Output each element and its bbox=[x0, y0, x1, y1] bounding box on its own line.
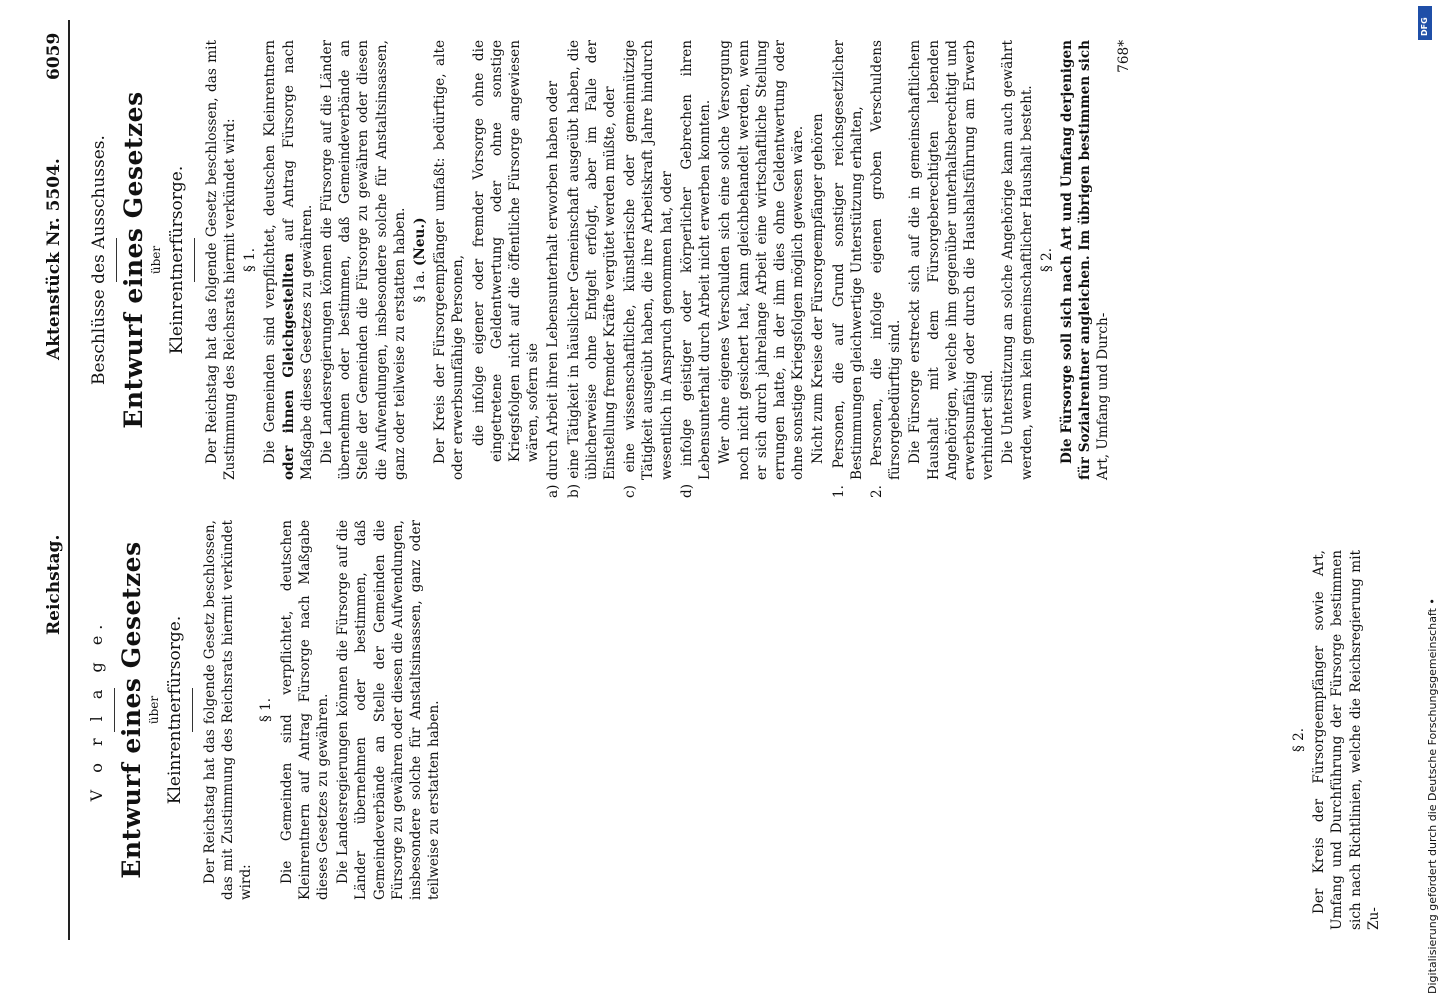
left-par2-text: Der Kreis der Fürsorgeempfänger sowie Art, Umfang und Durchführung der Fürsorge bestimmen sich nach Richtlinien, welche die Reichsregierung mit Zu- bbox=[1311, 550, 1382, 930]
left-column bbox=[88, 520, 445, 900]
list-item: a) durch Arbeit ihren Lebensunterhalt erworben haben oder bbox=[545, 80, 562, 498]
par1a-label: § 1a. bbox=[412, 270, 429, 303]
right-par1-p1-b: auf Antrag Fürsorge nach Maßgabe dieses Gesetzes zu gewähren. bbox=[280, 40, 315, 480]
ausschuss-heading: Beschlüsse des Ausschusses. bbox=[89, 135, 109, 385]
left-par1-label: § 1. bbox=[258, 697, 275, 723]
header-rule bbox=[68, 20, 70, 940]
para-unterstuetzung: Die Unterstützung an solche Angehörige kann auch gewährt werden, wenn kein gemeinschaftlicher Haushalt besteht. bbox=[1000, 40, 1035, 480]
header-reichstag: Reichstag. bbox=[44, 534, 64, 635]
header-aktenstueck: Aktenstück Nr. 5504. bbox=[44, 158, 64, 360]
left-subject: Kleinrentnerfürsorge. bbox=[164, 615, 185, 805]
divider bbox=[114, 688, 115, 732]
page-number: 6059 bbox=[44, 32, 64, 80]
numbered-item: 2. Personen, die infolge eigenen groben Verschuldens fürsorgebedürftig sind. bbox=[868, 40, 904, 498]
left-par1-p1: Die Gemeinden sind verpflichtet, deutschen Kleinrentnern auf Antrag Fürsorge nach Maßgabe dieses Gesetzes zu gewähren. bbox=[278, 520, 332, 900]
divider bbox=[116, 238, 117, 282]
dfg-credit-text: Digitalisierung gefördert durch die Deutsche Forschungsgemeinschaft • bbox=[1426, 598, 1439, 994]
right-par1-p1-a: Die Gemeinden sind verpflichtet, deutschen Kleinrentnern bbox=[262, 40, 279, 464]
par2-rest: Art, Umfang und Durch- bbox=[1095, 312, 1112, 480]
left-title: Entwurf eines Gesetzes bbox=[117, 541, 147, 879]
para-haushalt: Die Fürsorge erstreckt sich auf die in gemeinschaftlichem Haushalt mit dem Fürsorgeberechtigten lebenden Angehörigen, welche ihm gegenüber unterhaltsberechtigt und erwerbsunfähig oder durch die Haushaltsführung am Erwerb verhindert sind. bbox=[907, 40, 997, 480]
left-ueber: über bbox=[147, 695, 162, 725]
right-par1-p2: Die Landesregierungen können die Fürsorge auf die Länder übernehmen oder bestimmen, daß Gemeindeverbände an Stelle der Gemeinden die Fürsorge zu gewähren oder diesen die Aufwendungen, insbesondere solche für Anstaltsinsassen, ganz oder teilweise zu erstatten haben. bbox=[319, 40, 408, 480]
right-par1a-heading bbox=[411, 40, 429, 480]
dfg-logo-text: DFG bbox=[1420, 17, 1429, 36]
right-par1-p1 bbox=[261, 40, 316, 480]
par1a-neu: (Neu.) bbox=[412, 217, 429, 267]
right-column bbox=[88, 40, 1135, 498]
amendment-bold: oder ihnen Gleichgestellten bbox=[280, 252, 297, 480]
right-ueber: über bbox=[149, 245, 164, 275]
divider bbox=[192, 688, 193, 732]
para-verschulden: Wer ohne eigenes Verschulden sich eine solche Versorgung noch nicht gesichert hat, kann gleichbehandelt werden, wenn er sich durch jahrelange Arbeit eine wirtschaftliche Stellung errungen hatte, in der ihm dies ohne Geldentwertung oder ohne sonstige Kriegsfolgen möglich gewesen wäre. bbox=[717, 40, 807, 480]
vorlage-heading: V o r l a g e. bbox=[87, 618, 106, 802]
par1a-intro: Der Kreis der Fürsorgeempfänger umfaßt: bedürftige, alte oder erwerbsunfähige Personen, bbox=[432, 40, 467, 480]
par2-bold: Die Fürsorge soll sich nach Art und Umfang derjenigen für Sozialrentner angleichen. Im übrigen bestimmen sich bbox=[1058, 40, 1094, 480]
footer-mark: 768* bbox=[1115, 40, 1132, 73]
list-item: d) infolge geistiger oder körperlicher Gebrechen ihren Lebensunterhalt durch Arbeit nicht erwerben konnten. bbox=[678, 40, 714, 498]
list-item: c) eine wissenschaftliche, künstlerische oder gemeinnützige Tätigkeit ausgeübt haben, die ihre Arbeitskraft Jahre hindurch wesentlich in Anspruch genommen hat, oder bbox=[622, 40, 675, 498]
not-in-circle: Nicht zum Kreise der Fürsorgeempfänger gehören bbox=[810, 113, 827, 464]
right-par2-text bbox=[1058, 40, 1113, 480]
right-par1-label: § 1. bbox=[242, 247, 259, 273]
divider bbox=[194, 238, 195, 282]
right-title: Entwurf eines Gesetzes bbox=[119, 91, 149, 429]
dfg-logo bbox=[1418, 6, 1432, 40]
left-par2-label: § 2. bbox=[1291, 727, 1307, 753]
right-par2-label: § 2. bbox=[1038, 247, 1055, 273]
left-par1-p2: Die Landesregierungen können die Fürsorge auf die Länder übernehmen oder bestimmen, daß Gemeindeverbände an Stelle der Gemeinden die Fürsorge zu gewähren oder diesen die Aufwendungen, insbesondere solche für Anstaltsinsassen, ganz oder teilweise zu erstatten haben. bbox=[335, 520, 443, 900]
left-par2 bbox=[1290, 550, 1385, 930]
numbered-item: 1. Personen, die auf Grund sonstiger reichsgesetzlicher Bestimmungen gleichwertige Unterstützung erhalten, bbox=[830, 40, 865, 498]
left-intro: Der Reichstag hat das folgende Gesetz beschlossen, das mit Zustimmung des Reichsrats hiermit verkündet wird: bbox=[201, 520, 255, 900]
par1a-condition: die infolge eigener oder fremder Vorsorge ohne die eingetretene Geldentwertung oder ohne sonstige Kriegsfolgen nicht auf die öffentliche Fürsorge angewiesen wären, sofern sie bbox=[470, 40, 542, 462]
list-item: b) eine Tätigkeit in häuslicher Gemeinschaft ausgeübt haben, die üblicherweise ohne Entgelt erfolgt, aber im Falle der Einstellung fremder Kräfte vergütet werden müßte, oder bbox=[565, 40, 619, 498]
right-intro: Der Reichstag hat das folgende Gesetz beschlossen, das mit Zustimmung des Reichsrats hiermit verkündet wird: bbox=[203, 40, 239, 480]
right-subject: Kleinrentnerfürsorge. bbox=[166, 165, 187, 355]
